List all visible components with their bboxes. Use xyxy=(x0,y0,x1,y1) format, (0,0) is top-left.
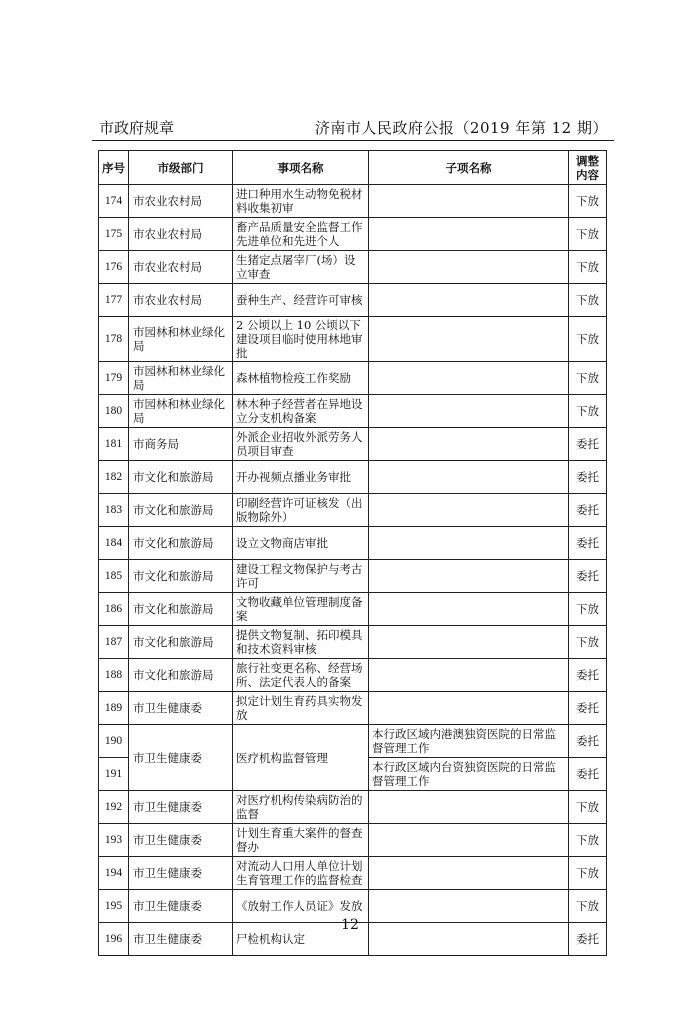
table-row xyxy=(99,317,607,362)
row-adjustment: 委托 xyxy=(569,659,607,692)
row-number: 178 xyxy=(99,317,129,362)
row-subitem-name xyxy=(369,692,569,725)
row-number: 183 xyxy=(99,494,129,527)
row-subitem-name xyxy=(369,461,569,494)
row-department: 市园林和林业绿化局 xyxy=(129,317,233,362)
table-row xyxy=(99,659,607,692)
row-department: 市园林和林业绿化局 xyxy=(129,362,233,395)
row-number: 195 xyxy=(99,890,129,923)
row-adjustment: 下放 xyxy=(569,791,607,824)
row-adjustment: 委托 xyxy=(569,560,607,593)
row-number: 175 xyxy=(99,218,129,251)
row-subitem-name xyxy=(369,593,569,626)
row-item-name: 建设工程文物保护与考古许可 xyxy=(233,560,369,593)
row-number: 196 xyxy=(99,923,129,956)
row-department: 市文化和旅游局 xyxy=(129,494,233,527)
row-adjustment: 下放 xyxy=(569,395,607,428)
row-department: 市卫生健康委 xyxy=(129,692,233,725)
row-subitem-name xyxy=(369,494,569,527)
table-row xyxy=(99,185,607,218)
row-department: 市文化和旅游局 xyxy=(129,626,233,659)
table-header-row xyxy=(99,151,607,185)
header-adj: 调整内容 xyxy=(569,151,607,185)
table-row xyxy=(99,791,607,824)
table-row xyxy=(99,626,607,659)
table-row xyxy=(99,560,607,593)
row-adjustment: 下放 xyxy=(569,890,607,923)
row-adjustment: 下放 xyxy=(569,824,607,857)
row-adjustment: 下放 xyxy=(569,251,607,284)
row-department: 市农业农村局 xyxy=(129,218,233,251)
header-publication-title: 济南市人民政府公报（2019 年第 12 期） xyxy=(314,119,608,137)
row-adjustment: 下放 xyxy=(569,593,607,626)
row-item-name: 进口种用水生动物免税材料收集初审 xyxy=(233,185,369,218)
row-number: 176 xyxy=(99,251,129,284)
table-row xyxy=(99,824,607,857)
row-department: 市农业农村局 xyxy=(129,284,233,317)
row-item-name: 医疗机构监督管理 xyxy=(233,725,369,791)
row-number: 174 xyxy=(99,185,129,218)
row-item-name: 计划生育重大案件的督查督办 xyxy=(233,824,369,857)
row-subitem-name: 本行政区域内港澳独资医院的日常监督管理工作 xyxy=(369,725,569,758)
header-section-title: 市政府规章 xyxy=(99,119,175,137)
row-item-name: 尸检机构认定 xyxy=(233,923,369,956)
row-adjustment: 委托 xyxy=(569,494,607,527)
page-number: 12 xyxy=(341,917,359,933)
table-row xyxy=(99,362,607,395)
table-row xyxy=(99,428,607,461)
row-department: 市文化和旅游局 xyxy=(129,527,233,560)
table-row xyxy=(99,527,607,560)
row-adjustment: 委托 xyxy=(569,428,607,461)
row-subitem-name xyxy=(369,284,569,317)
row-subitem-name xyxy=(369,560,569,593)
row-number: 186 xyxy=(99,593,129,626)
row-item-name: 畜产品质量安全监督工作先进单位和先进个人 xyxy=(233,218,369,251)
row-item-name: 对医疗机构传染病防治的监督 xyxy=(233,791,369,824)
header-divider xyxy=(92,140,614,141)
row-item-name: 对流动人口用人单位计划生育管理工作的监督检查 xyxy=(233,857,369,890)
items-table xyxy=(98,150,607,956)
row-department: 市商务局 xyxy=(129,428,233,461)
row-subitem-name xyxy=(369,428,569,461)
row-number: 189 xyxy=(99,692,129,725)
row-subitem-name xyxy=(369,395,569,428)
row-number: 190 xyxy=(99,725,129,758)
header-no: 序号 xyxy=(99,151,129,185)
table-row xyxy=(99,251,607,284)
row-number: 177 xyxy=(99,284,129,317)
row-number: 191 xyxy=(99,758,129,791)
table-row xyxy=(99,725,607,758)
row-adjustment: 下放 xyxy=(569,284,607,317)
row-subitem-name xyxy=(369,362,569,395)
row-department: 市卫生健康委 xyxy=(129,791,233,824)
row-item-name: 旅行社变更名称、经营场所、法定代表人的备案 xyxy=(233,659,369,692)
row-item-name: 拟定计划生育药具实物发放 xyxy=(233,692,369,725)
row-number: 181 xyxy=(99,428,129,461)
row-subitem-name xyxy=(369,791,569,824)
row-adjustment: 委托 xyxy=(569,725,607,758)
row-subitem-name xyxy=(369,317,569,362)
row-department: 市文化和旅游局 xyxy=(129,593,233,626)
row-item-name: 文物收藏单位管理制度备案 xyxy=(233,593,369,626)
row-number: 188 xyxy=(99,659,129,692)
table-row xyxy=(99,461,607,494)
row-item-name: 森林植物检疫工作奖励 xyxy=(233,362,369,395)
row-adjustment: 下放 xyxy=(569,185,607,218)
header-dept: 市级部门 xyxy=(129,151,233,185)
row-number: 179 xyxy=(99,362,129,395)
row-adjustment: 委托 xyxy=(569,692,607,725)
row-adjustment: 委托 xyxy=(569,527,607,560)
row-item-name: 外派企业招收外派劳务人员项目审查 xyxy=(233,428,369,461)
row-item-name: 提供文物复制、拓印模具和技术资料审核 xyxy=(233,626,369,659)
row-subitem-name: 本行政区域内台资独资医院的日常监督管理工作 xyxy=(369,758,569,791)
row-number: 187 xyxy=(99,626,129,659)
row-subitem-name xyxy=(369,527,569,560)
table-body xyxy=(99,185,607,956)
row-number: 180 xyxy=(99,395,129,428)
row-item-name: 2 公顷以上 10 公顷以下建设项目临时使用林地审批 xyxy=(233,317,369,362)
row-number: 193 xyxy=(99,824,129,857)
row-department: 市文化和旅游局 xyxy=(129,659,233,692)
row-adjustment: 下放 xyxy=(569,626,607,659)
row-department: 市卫生健康委 xyxy=(129,923,233,956)
row-department: 市园林和林业绿化局 xyxy=(129,395,233,428)
row-number: 184 xyxy=(99,527,129,560)
row-item-name: 设立文物商店审批 xyxy=(233,527,369,560)
row-department: 市卫生健康委 xyxy=(129,824,233,857)
row-item-name: 蚕种生产、经营许可审核 xyxy=(233,284,369,317)
row-number: 194 xyxy=(99,857,129,890)
table-row xyxy=(99,284,607,317)
row-department: 市卫生健康委 xyxy=(129,890,233,923)
row-item-name: 林木种子经营者在异地设立分支机构备案 xyxy=(233,395,369,428)
row-adjustment: 委托 xyxy=(569,923,607,956)
row-item-name: 生猪定点屠宰厂(场）设立审查 xyxy=(233,251,369,284)
row-subitem-name xyxy=(369,626,569,659)
row-adjustment: 下放 xyxy=(569,857,607,890)
row-subitem-name xyxy=(369,251,569,284)
row-adjustment: 下放 xyxy=(569,218,607,251)
row-subitem-name xyxy=(369,659,569,692)
row-item-name: 开办视频点播业务审批 xyxy=(233,461,369,494)
table-row xyxy=(99,494,607,527)
row-item-name: 印刷经营许可证核发（出版物除外） xyxy=(233,494,369,527)
row-department: 市农业农村局 xyxy=(129,251,233,284)
header-sub: 子项名称 xyxy=(369,151,569,185)
row-item-name: 《放射工作人员证》发放 xyxy=(233,890,369,923)
row-adjustment: 下放 xyxy=(569,317,607,362)
row-department: 市卫生健康委 xyxy=(129,725,233,791)
row-department: 市卫生健康委 xyxy=(129,857,233,890)
table-row xyxy=(99,593,607,626)
row-adjustment: 委托 xyxy=(569,461,607,494)
row-department: 市文化和旅游局 xyxy=(129,461,233,494)
row-number: 182 xyxy=(99,461,129,494)
table-row xyxy=(99,857,607,890)
row-subitem-name xyxy=(369,857,569,890)
table-row xyxy=(99,692,607,725)
table-row xyxy=(99,395,607,428)
row-department: 市农业农村局 xyxy=(129,185,233,218)
row-subitem-name xyxy=(369,824,569,857)
row-adjustment: 下放 xyxy=(569,362,607,395)
row-department: 市文化和旅游局 xyxy=(129,560,233,593)
row-subitem-name xyxy=(369,218,569,251)
header-item: 事项名称 xyxy=(233,151,369,185)
row-number: 185 xyxy=(99,560,129,593)
row-subitem-name xyxy=(369,185,569,218)
row-number: 192 xyxy=(99,791,129,824)
table-row xyxy=(99,218,607,251)
row-adjustment: 委托 xyxy=(569,758,607,791)
